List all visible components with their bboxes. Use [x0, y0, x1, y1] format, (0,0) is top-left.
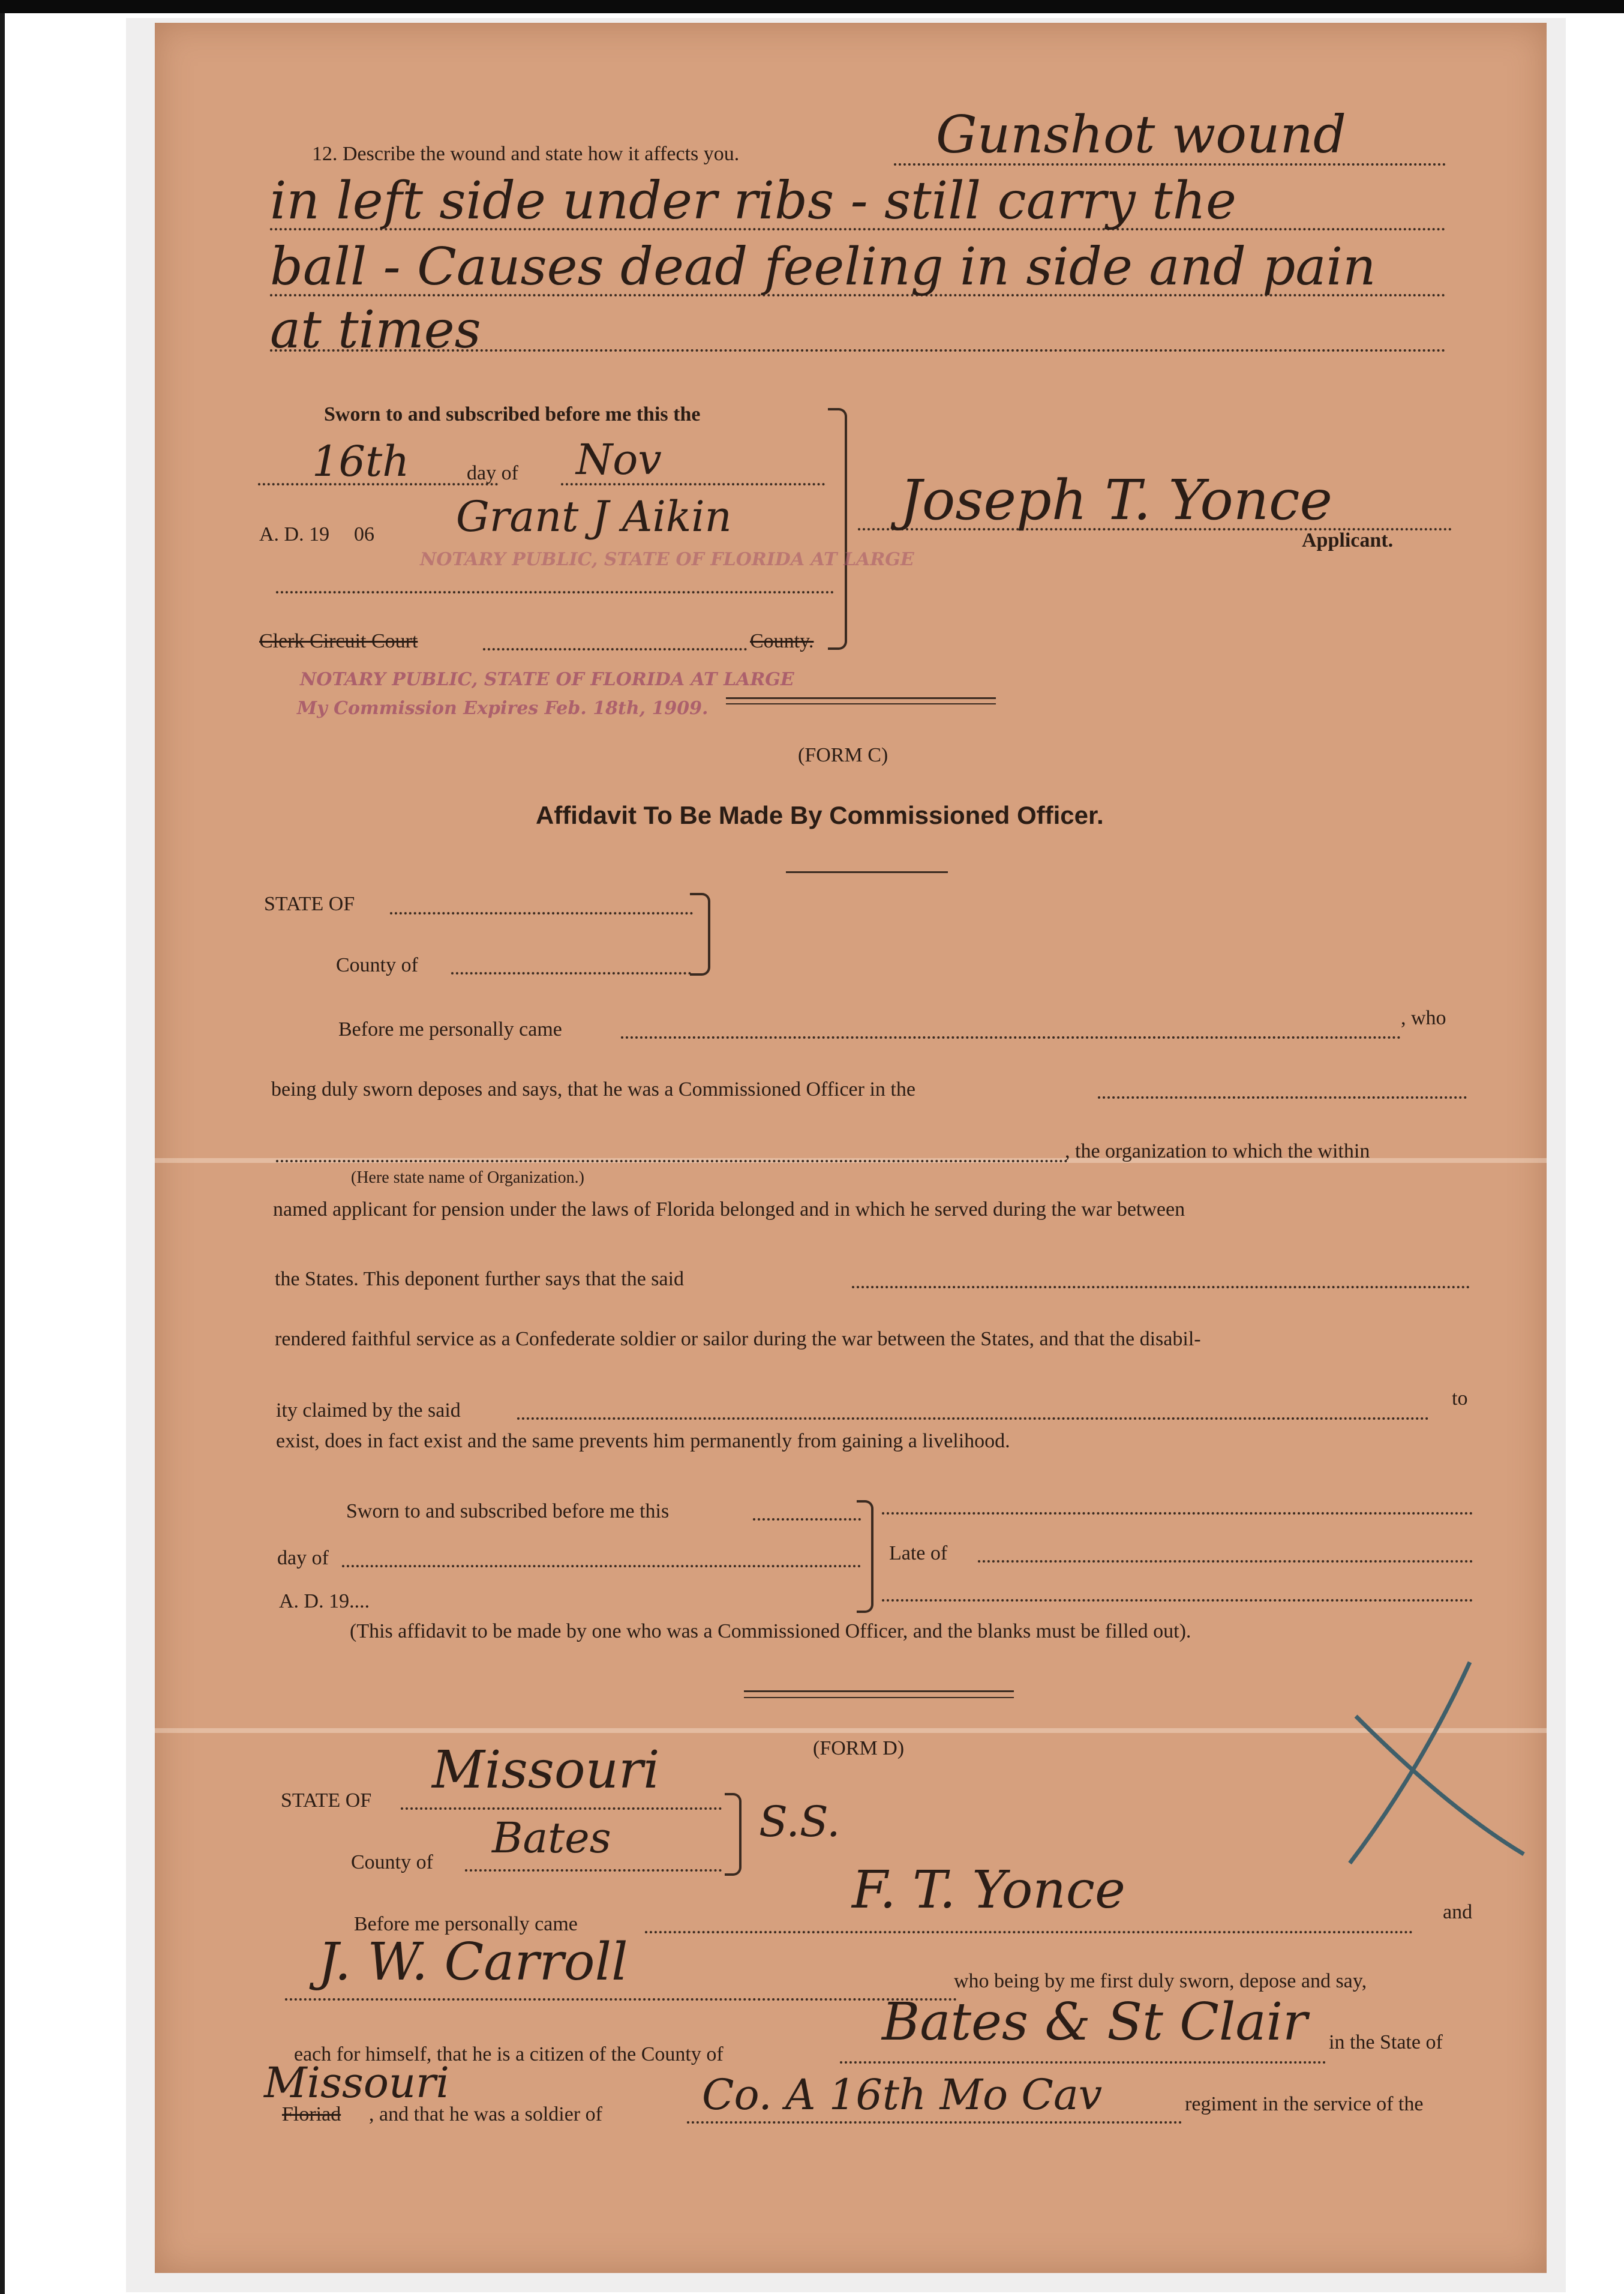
county-of-label: County of — [351, 1851, 433, 1873]
county-of-label: County of — [336, 954, 418, 976]
affiant-1-name: F. T. Yonce — [852, 1860, 1125, 1920]
who-text: , who — [1401, 1007, 1446, 1029]
wound-answer-line4: at times — [270, 300, 481, 360]
divider — [744, 1697, 1014, 1698]
day-line — [753, 1518, 861, 1521]
day-of-label: day of — [467, 462, 518, 484]
officer-signature-line — [882, 1512, 1473, 1515]
before-me-text: Before me personally came — [354, 1913, 578, 1935]
state-value: Missouri — [432, 1740, 660, 1800]
ad-label: A. D. 19 — [259, 523, 330, 545]
form-c-title: Affidavit To Be Made By Commissioned Officer. — [536, 801, 1104, 829]
organization-tail-text: , the organization to which the within — [1065, 1140, 1370, 1162]
late-of-label: Late of — [889, 1542, 948, 1564]
county-line — [840, 2061, 1326, 2064]
venue-brace — [690, 893, 710, 976]
state-written-value: Missouri — [264, 2058, 449, 2107]
jurat-day-value: 16th — [312, 437, 410, 486]
unit-value: Co. A 16th Mo Cav — [702, 2070, 1103, 2119]
county-line — [451, 972, 691, 974]
unit-line — [687, 2121, 1182, 2124]
disability-text: ity claimed by the said — [276, 1399, 461, 1422]
jurat-sworn-text: Sworn to and subscribed before me this the — [324, 403, 701, 425]
in-state-text: in the State of — [1329, 2031, 1443, 2053]
form-c-heading: (FORM C) — [798, 744, 888, 766]
organization-line — [1098, 1096, 1467, 1099]
the-states-text: the States. This deponent further says that the said — [275, 1268, 685, 1290]
to-text: to — [1452, 1387, 1468, 1410]
divider — [726, 697, 996, 699]
state-line — [390, 912, 693, 914]
organization-note: (Here state name of Organization.) — [351, 1168, 584, 1187]
florida-crossed-out: Floriad — [282, 2103, 341, 2125]
divider — [786, 871, 948, 873]
state-of-label: STATE OF — [281, 1789, 372, 1812]
and-text: and — [1443, 1901, 1473, 1923]
county-label: County. — [750, 630, 814, 652]
county-value: Bates — [492, 1813, 611, 1863]
jurat-month-value: Nov — [576, 435, 662, 484]
wound-answer-line2: in left side under ribs - still carry the — [270, 171, 1236, 231]
organization-line — [276, 1160, 1068, 1162]
before-me-text: Before me personally came — [338, 1018, 562, 1040]
late-of-line — [978, 1560, 1473, 1563]
divider — [726, 703, 996, 704]
clerk-circuit-court-label: Clerk Circuit Court — [259, 630, 418, 652]
name-line — [517, 1417, 1429, 1420]
form-c-note: (This affidavit to be made by one who was a Commissioned Officer, and the blanks must be filled out). — [350, 1620, 1191, 1642]
jurat-brace — [857, 1500, 873, 1613]
citizen-county-value: Bates & St Clair — [882, 1992, 1308, 2052]
state-line — [401, 1807, 722, 1810]
regiment-text: regiment in the service of the — [1185, 2093, 1424, 2115]
ss-mark: S.S. — [759, 1797, 840, 1846]
divider — [744, 1690, 1014, 1692]
scanner-top-border — [0, 0, 1624, 13]
soldier-text: , and that he was a soldier of — [369, 2103, 602, 2125]
wound-answer-line1: Gunshot wound — [936, 105, 1346, 165]
question-12-label: 12. Describe the wound and state how it affects you. — [312, 143, 740, 165]
affiant-2-name: J. W. Carroll — [318, 1932, 628, 1992]
ad-label: A. D. 19.... — [279, 1590, 370, 1612]
exist-text: exist, does in fact exist and the same prevents him permanently from gaining a livelihood. — [276, 1430, 1010, 1452]
x-mark-icon — [1332, 1656, 1536, 1872]
scanner-left-border — [0, 13, 5, 2294]
citizen-text: each for himself, that he is a citizen of the County of — [294, 2043, 724, 2065]
sworn-text: Sworn to and subscribed before me this — [346, 1500, 670, 1522]
notary-stamp-line2: My Commission Expires Feb. 18th, 1909. — [297, 698, 709, 719]
county-line — [465, 1869, 722, 1872]
form-d-heading: (FORM D) — [813, 1737, 905, 1759]
county-line — [483, 648, 747, 650]
applicant-label: Applicant. — [1302, 529, 1394, 551]
name-line — [645, 1931, 1413, 1933]
commissioned-text: being duly sworn deposes and says, that he was a Commissioned Officer in the — [271, 1078, 915, 1100]
jurat-brace — [828, 408, 847, 650]
jurat-year-value: 06 — [354, 523, 374, 545]
notary-stamp-faint: NOTARY PUBLIC, STATE OF FLORIDA AT LARGE — [420, 549, 914, 570]
day-line — [342, 1565, 861, 1567]
venue-brace — [725, 1793, 742, 1876]
name-line — [285, 1998, 957, 2001]
name-line — [621, 1036, 1401, 1039]
official-signature: Grant J Aikin — [456, 492, 732, 541]
day-of-label: day of — [277, 1547, 329, 1569]
rank-line — [882, 1599, 1473, 1602]
applicant-signature: Joseph T. Yonce — [900, 468, 1332, 532]
wound-answer-line3: ball - Causes dead feeling in side and pain — [270, 237, 1376, 297]
who-being-text: who being by me first duly sworn, depose and say, — [954, 1970, 1367, 1992]
faithful-service-text: rendered faithful service as a Confederate soldier or sailor during the war between the States, and that the disabil- — [275, 1328, 1201, 1350]
name-line — [852, 1286, 1470, 1288]
official-line — [276, 591, 834, 593]
state-of-label: STATE OF — [264, 893, 355, 915]
notary-stamp-line1: NOTARY PUBLIC, STATE OF FLORIDA AT LARGE — [300, 669, 794, 690]
named-applicant-text: named applicant for pension under the laws of Florida belonged and in which he served during the war between — [273, 1198, 1185, 1221]
